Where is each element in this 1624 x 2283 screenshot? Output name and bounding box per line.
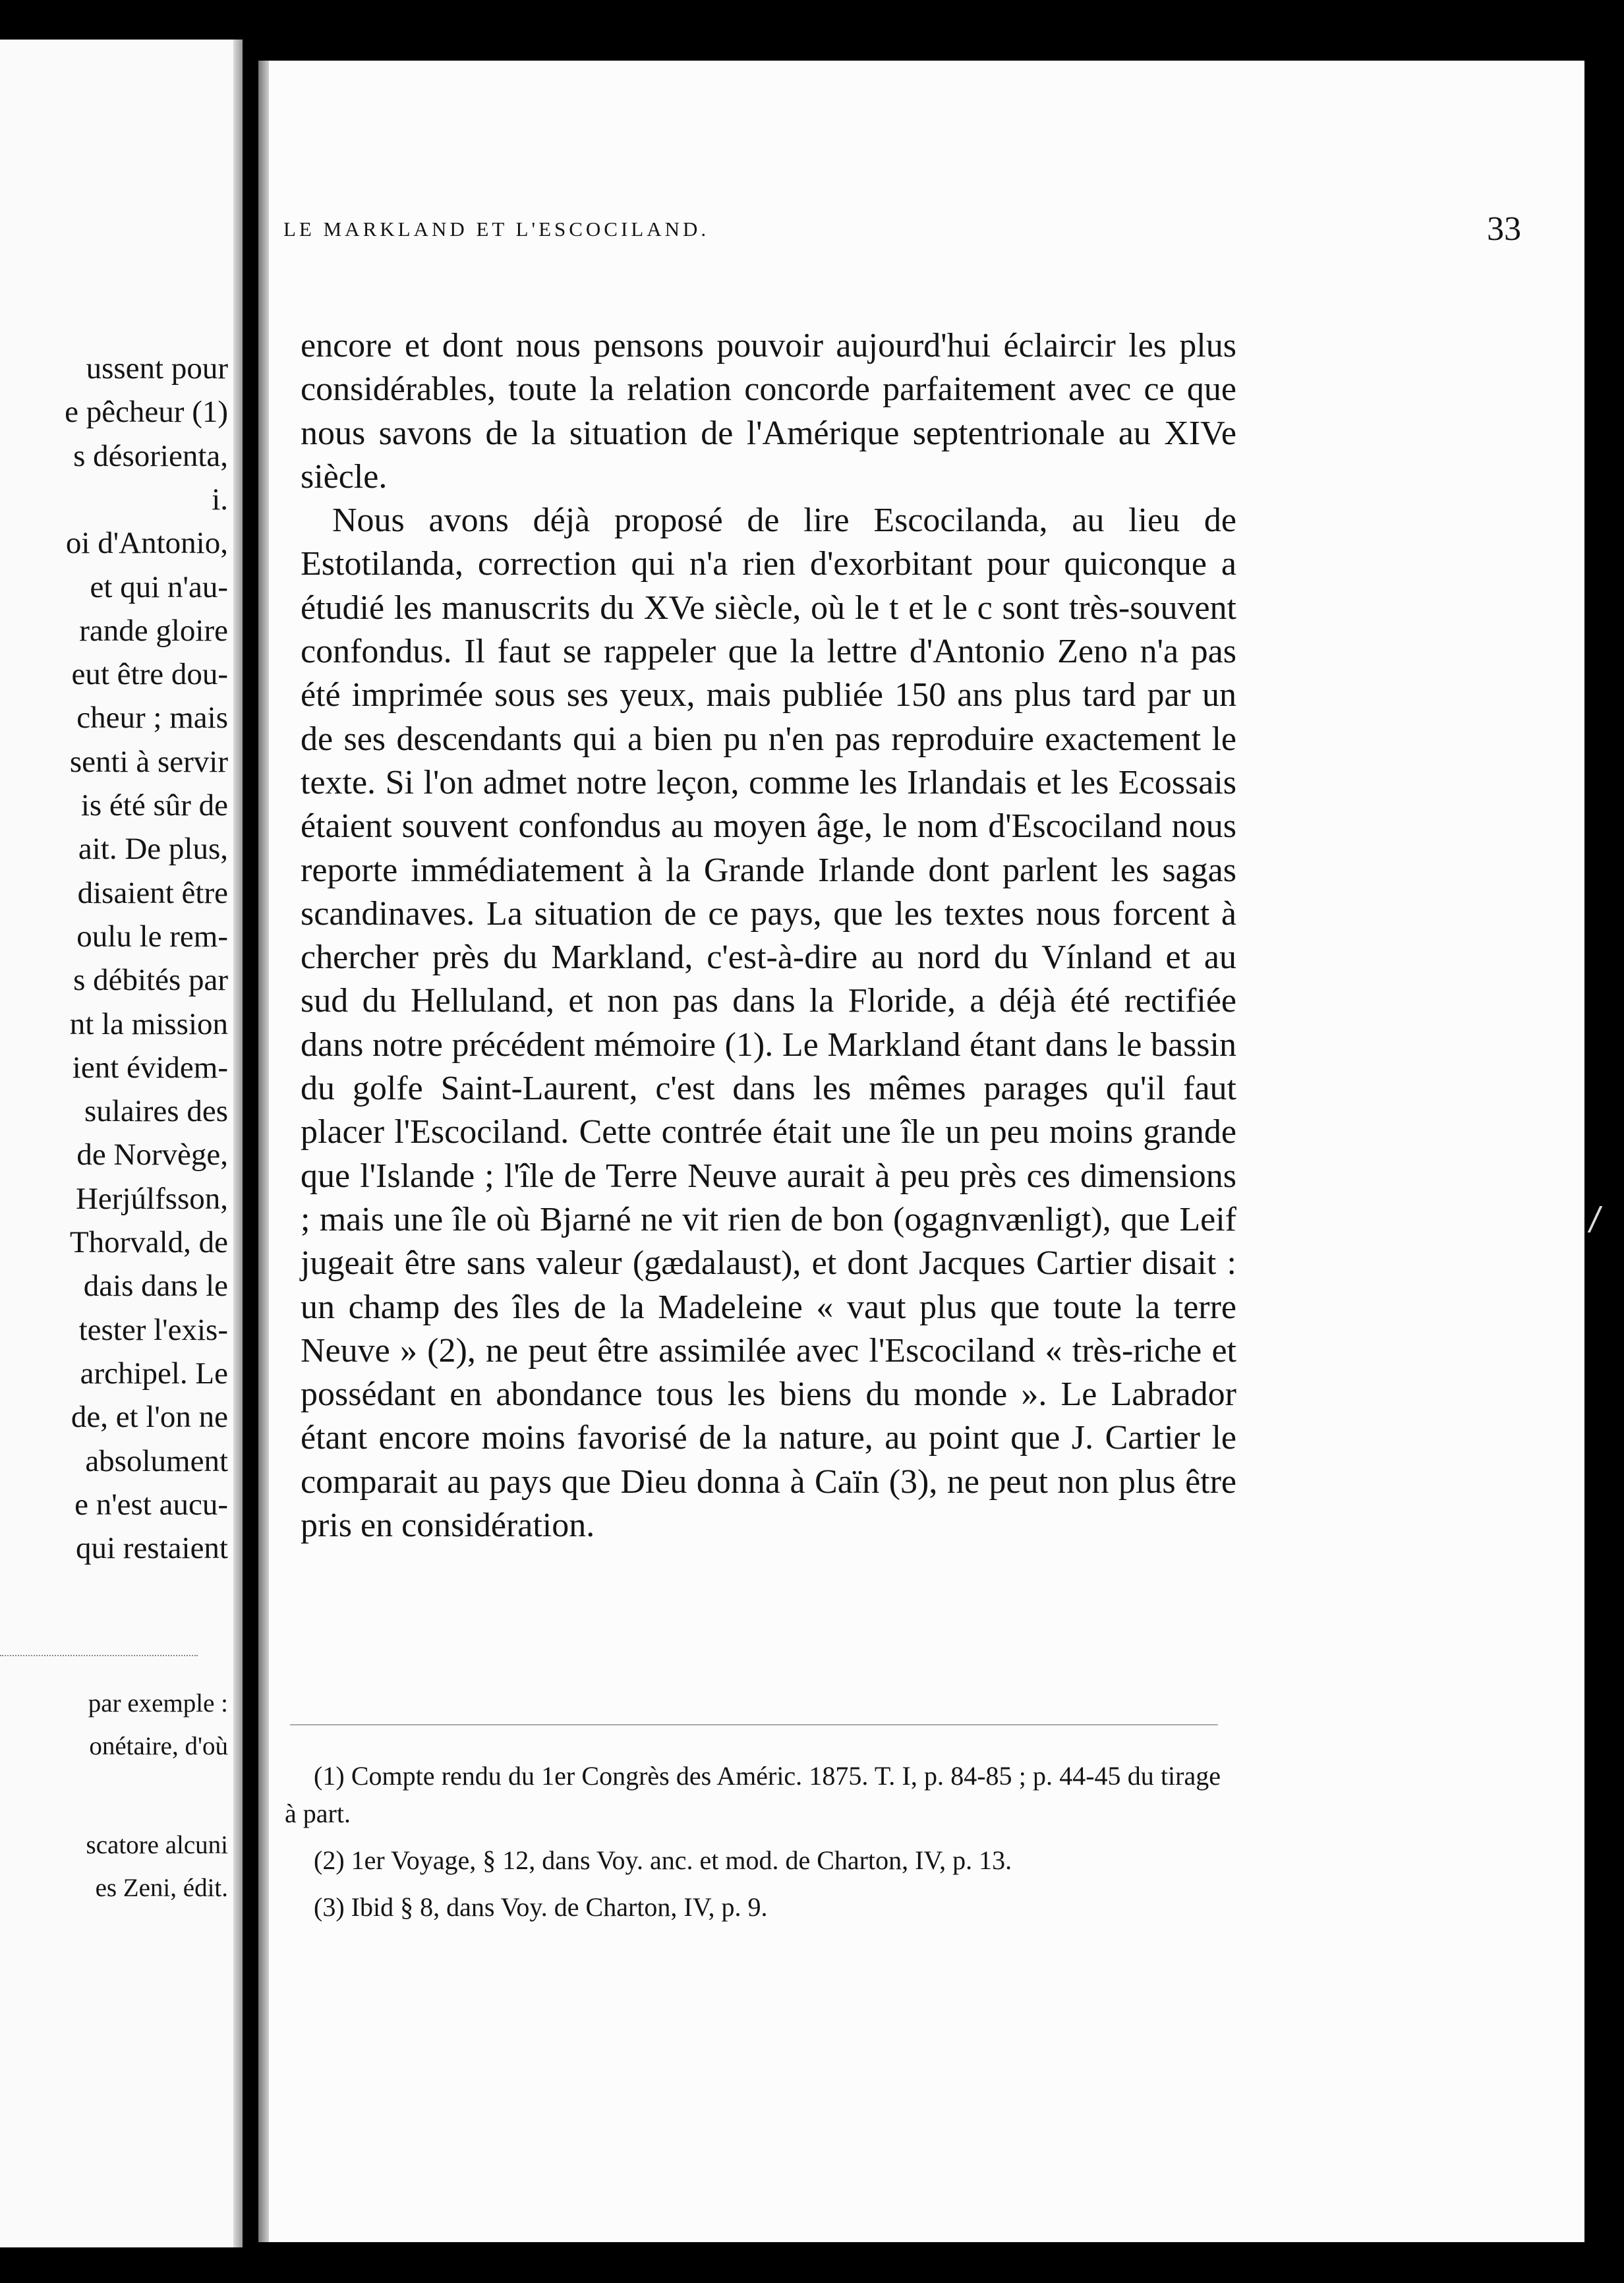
footnote: (2) 1er Voyage, § 12, dans Voy. anc. et mod. de Charton, IV, p. 13.: [314, 1845, 1012, 1875]
left-page-line: Herjúlfsson,: [75, 1181, 228, 1216]
left-footnote-rule: [0, 1655, 198, 1656]
footnote: (1) Compte rendu du 1er Congrès des Améric. 1875. T. I, p. 84-85 ; p. 44-45 du tirage à part.: [285, 1761, 1221, 1828]
left-page-line: nt la mission: [69, 1006, 228, 1041]
page-edge-mark: [1588, 1206, 1623, 1232]
gutter-shadow: [233, 40, 243, 2247]
left-page-line: et qui n'au-: [90, 569, 228, 604]
left-page-line: archipel. Le: [80, 1356, 228, 1391]
left-page-line: tester l'exis-: [78, 1312, 228, 1347]
left-page-line: ait. De plus,: [78, 832, 228, 867]
left-page-footnote-line: es Zeni, édit.: [95, 1874, 228, 1902]
left-page-line: eut être dou-: [71, 657, 228, 692]
left-page-line: absolument: [85, 1443, 228, 1478]
left-page-line: s débités par: [73, 963, 228, 998]
left-page-line: de Norvège,: [76, 1138, 228, 1172]
left-page-line: i.: [212, 482, 228, 517]
left-page-line: is été sûr de: [80, 788, 228, 823]
left-page-line: ient évidem-: [72, 1050, 228, 1085]
left-page-fragment: [0, 40, 243, 2247]
left-page-line: dais dans le: [83, 1269, 228, 1304]
left-page-footnote-line: onétaire, d'où: [89, 1732, 228, 1760]
paragraph: encore et dont nous pensons pouvoir aujourd'hui éclaircir les plus considérables, toute la relation concorde parfaitement avec ce que nous savons de la situation de l'Amérique septentrionale au XIVe siècle.: [301, 327, 1236, 496]
footnote: (3) Ibid § 8, dans Voy. de Charton, IV, p. 9.: [314, 1892, 768, 1922]
left-page-line: Thorvald, de: [69, 1225, 228, 1259]
footnote-rule: [290, 1724, 1218, 1725]
left-page-footnote-line: scatore alcuni: [86, 1831, 228, 1859]
left-page-line: disaient être: [77, 875, 228, 910]
left-page-line: e pêcheur (1): [65, 395, 228, 430]
left-page-footnote-line: par exemple :: [88, 1689, 228, 1718]
binding-shadow: [258, 61, 269, 2242]
left-page-line: oi d'Antonio,: [65, 526, 228, 561]
left-page-line: ussent pour: [86, 351, 228, 386]
left-page-line: e n'est aucu-: [74, 1487, 228, 1522]
left-page-line: cheur ; mais: [76, 701, 228, 736]
running-head: LE MARKLAND ET L'ESCOCILAND.: [283, 217, 710, 241]
left-page-line: qui restaient: [75, 1531, 228, 1566]
left-page-line: sulaires des: [84, 1094, 228, 1129]
footnotes: [285, 1757, 1221, 1935]
left-page-line: rande gloire: [79, 613, 228, 648]
left-page-line: oulu le rem-: [76, 919, 228, 954]
body-text: [301, 324, 1236, 1547]
paragraph: Nous avons déjà proposé de lire Escocilanda, au lieu de Estotilanda, correction qui n'a rien d'exorbitant pour quiconque a étudié les manuscrits du XVe siècle, où le t et le c sont très-souvent confondus. Il faut se rappeler que la lettre d'Antonio Zeno n'a pas été imprimée sous ses yeux, mais publiée 150 ans plus tard par un de ses descendants qui a bien pu n'en pas reproduire exactement le texte. Si l'on admet notre leçon, comme les Irlandais et les Ecossais étaient souvent confondus au moyen âge, le nom d'Escociland nous reporte immédiatement à la Grande Irlande dont parlent les sagas scandinaves. La situation de ce pays, que les textes nous forcent à chercher près du Markland, c'est-à-dire au nord du Vínland et au sud du Helluland, et non pas dans la Floride, a déjà été rectifiée dans notre précédent mémoire (1). Le Markland étant dans le bassin du golfe Saint-Laurent, c'est dans les mêmes parages qu'il faut placer l'Escociland. Cette contrée était une île un peu moins grande que l'Islande ; l'île de Terre Neuve aurait à peu près ces dimensions ; mais une île où Bjarné ne vit rien de bon (ogagnvænligt), que Leif jugeait être sans valeur (gædalaust), et dont Jacques Cartier disait : un champ des îles de la Madeleine « vaut plus que toute la terre Neuve » (2), ne peut être assimilée avec l'Escociland « très-riche et possédant en abondance tous les biens du monde ». Le Labrador étant encore moins favorisé de la nature, au point que J. Cartier le comparait au pays que Dieu donna à Caïn (3), ne peut non plus être pris en considération.: [301, 502, 1236, 1545]
left-page-line: senti à servir: [69, 744, 228, 779]
left-page-line: s désorienta,: [73, 438, 228, 473]
page-number: 33: [1487, 210, 1521, 248]
left-page-line: de, et l'on ne: [71, 1400, 228, 1435]
